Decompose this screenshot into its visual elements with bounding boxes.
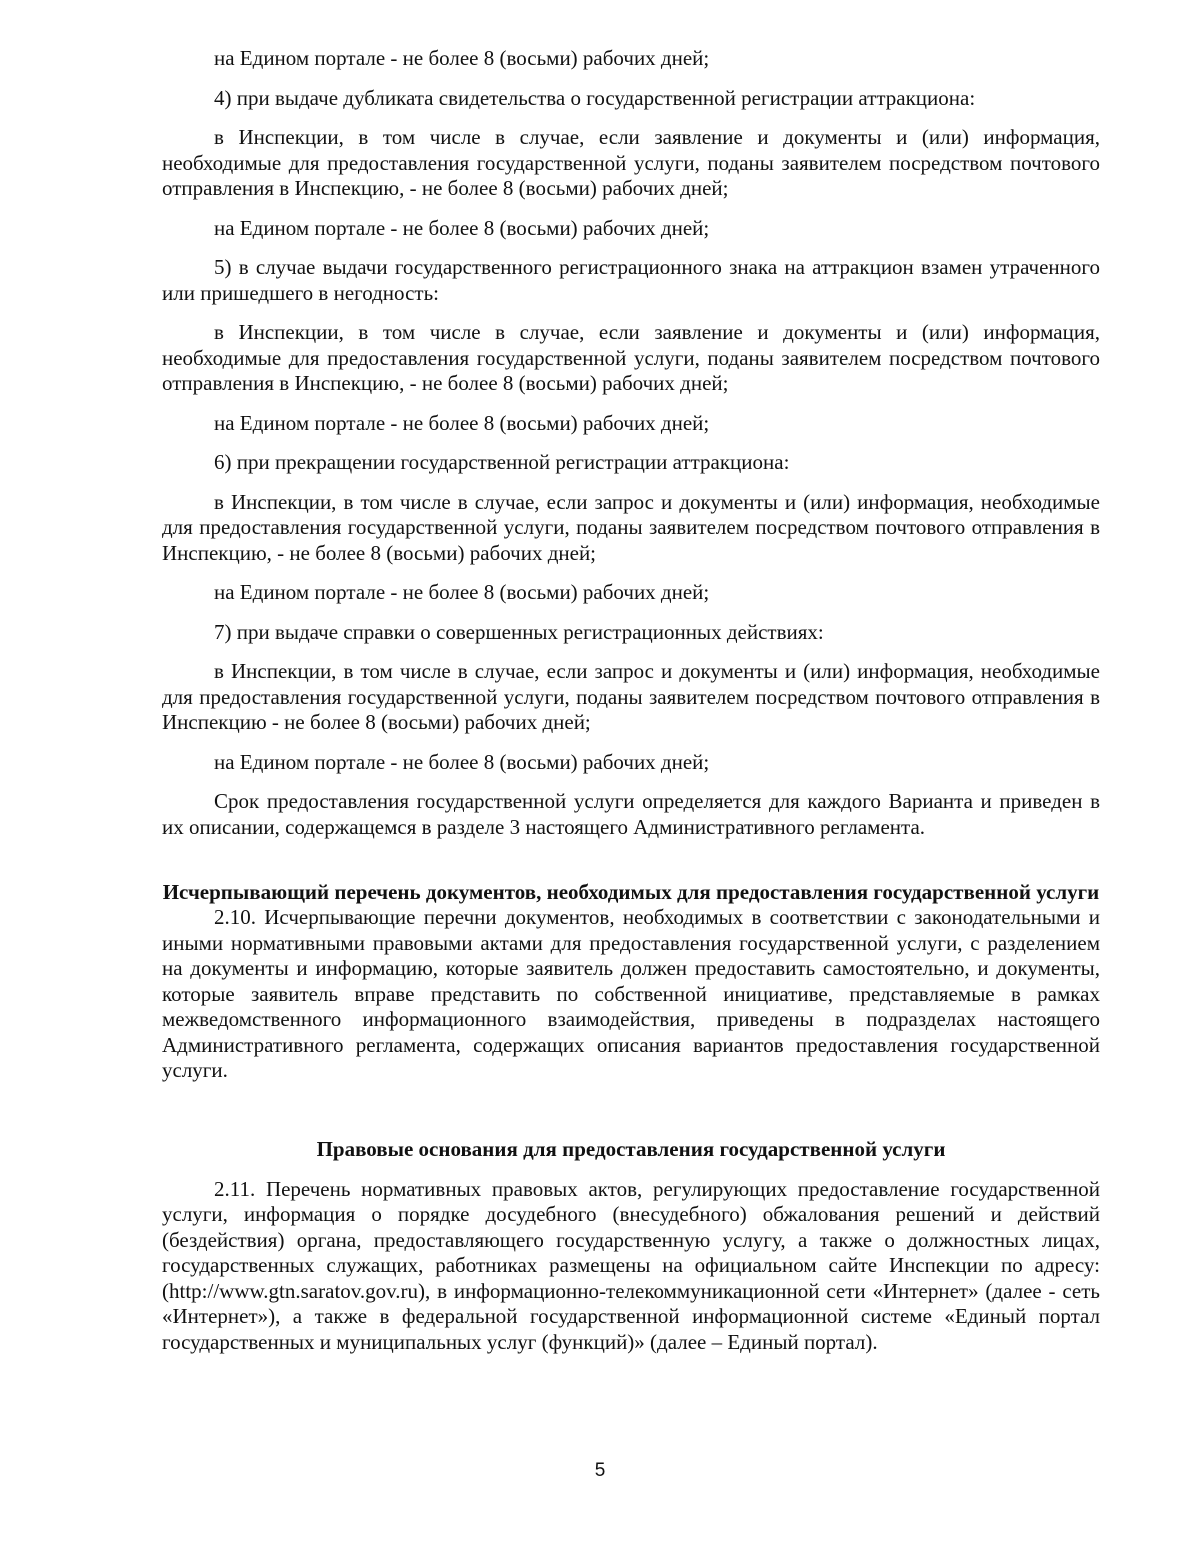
paragraph-2-11: 2.11. Перечень нормативных правовых актов, регулирующих предоставление государственной услуги, информация о порядке досудебного (внесудебного) обжалования решений и действий (бездействия) органа, предоставляющего государственную услугу, а также о должностных лицах, государственных служащих, работниках размещены на официальном сайте Инспекции по адресу: (http://www.gtn.saratov.gov.ru), в информационно-телекоммуникационной сети «Интернет» (далее - сеть «Интернет»), а также в федеральной государственной информационной системе «Единый портал государственных и муниципальных услуг (функций)» (далее – Единый портал). [162, 1176, 1100, 1354]
paragraph-inspection-term-7: в Инспекции, в том числе в случае, если запрос и документы и (или) информация, необходимые для предоставления государственной услуги, поданы заявителем посредством почтового отправления в Инспекцию - не более 8 (восьми) рабочих дней; [162, 659, 1100, 734]
paragraph-item-6: 6) при прекращении государственной регистрации аттракциона: [214, 450, 790, 474]
paragraph-2-10: 2.10. Исчерпывающие перечни документов, необходимых в соответствии с законодательными и иными нормативными правовыми актами для предоставления государственной услуги, с разделением на документы и информацию, которые заявитель должен предоставить самостоятельно, и документы, которые заявитель вправе представить по собственной инициативе, представляемые в рамках межведомственного информационного взаимодействия, приведены в подразделах настоящего Административного регламента, содержащих описания вариантов предоставления государственной услуги. [162, 905, 1100, 1082]
page-number: 5 [594, 1460, 606, 1481]
paragraph-item-7: 7) при выдаче справки о совершенных регистрационных действиях: [214, 619, 824, 644]
paragraph-service-term: Срок предоставления государственной услуги определяется для каждого Варианта и приведен в их описании, содержащемся в разделе 3 настоящего Административного регламента. [162, 789, 1100, 839]
heading-documents-list: Исчерпывающий перечень документов, необходимых для предоставления государственной услуги [162, 880, 1100, 904]
paragraph-inspection-term-6: в Инспекции, в том числе в случае, если запрос и документы и (или) информация, необходимые для предоставления государственной услуги, поданы заявителем посредством почтового отправления в Инспекцию, - не более 8 (восьми) рабочих дней; [162, 489, 1100, 565]
paragraph-portal-term-7: на Едином портале - не более 8 (восьми) рабочих дней; [214, 749, 710, 774]
heading-legal-basis: Правовые основания для предоставления государственной услуги [316, 1136, 946, 1161]
paragraph-portal-term-4: на Едином портале - не более 8 (восьми) рабочих дней; [214, 215, 710, 240]
paragraph-portal-term-1: на Едином портале - не более 8 (восьми) рабочих дней; [214, 46, 710, 70]
paragraph-inspection-term-4: в Инспекции, в том числе в случае, если заявление и документы и (или) информация, необходимые для предоставления государственной услуги, поданы заявителем посредством почтового отправления в Инспекцию, - не более 8 (восьми) рабочих дней; [162, 125, 1100, 200]
paragraph-portal-term-5: на Едином портале - не более 8 (восьми) рабочих дней; [214, 410, 710, 435]
paragraph-item-4: 4) при выдаче дубликата свидетельства о государственной регистрации аттракциона: [214, 85, 976, 110]
paragraph-inspection-term-5: в Инспекции, в том числе в случае, если заявление и документы и (или) информация, необходимые для предоставления государственной услуги, поданы заявителем посредством почтового отправления в Инспекцию, - не более 8 (восьми) рабочих дней; [162, 320, 1100, 395]
document-page [162, 46, 1100, 1355]
paragraph-item-5: 5) в случае выдачи государственного регистрационного знака на аттракцион взамен утраченного или пришедшего в негодность: [162, 255, 1100, 305]
paragraph-portal-term-6: на Едином портале - не более 8 (восьми) рабочих дней; [214, 580, 710, 604]
